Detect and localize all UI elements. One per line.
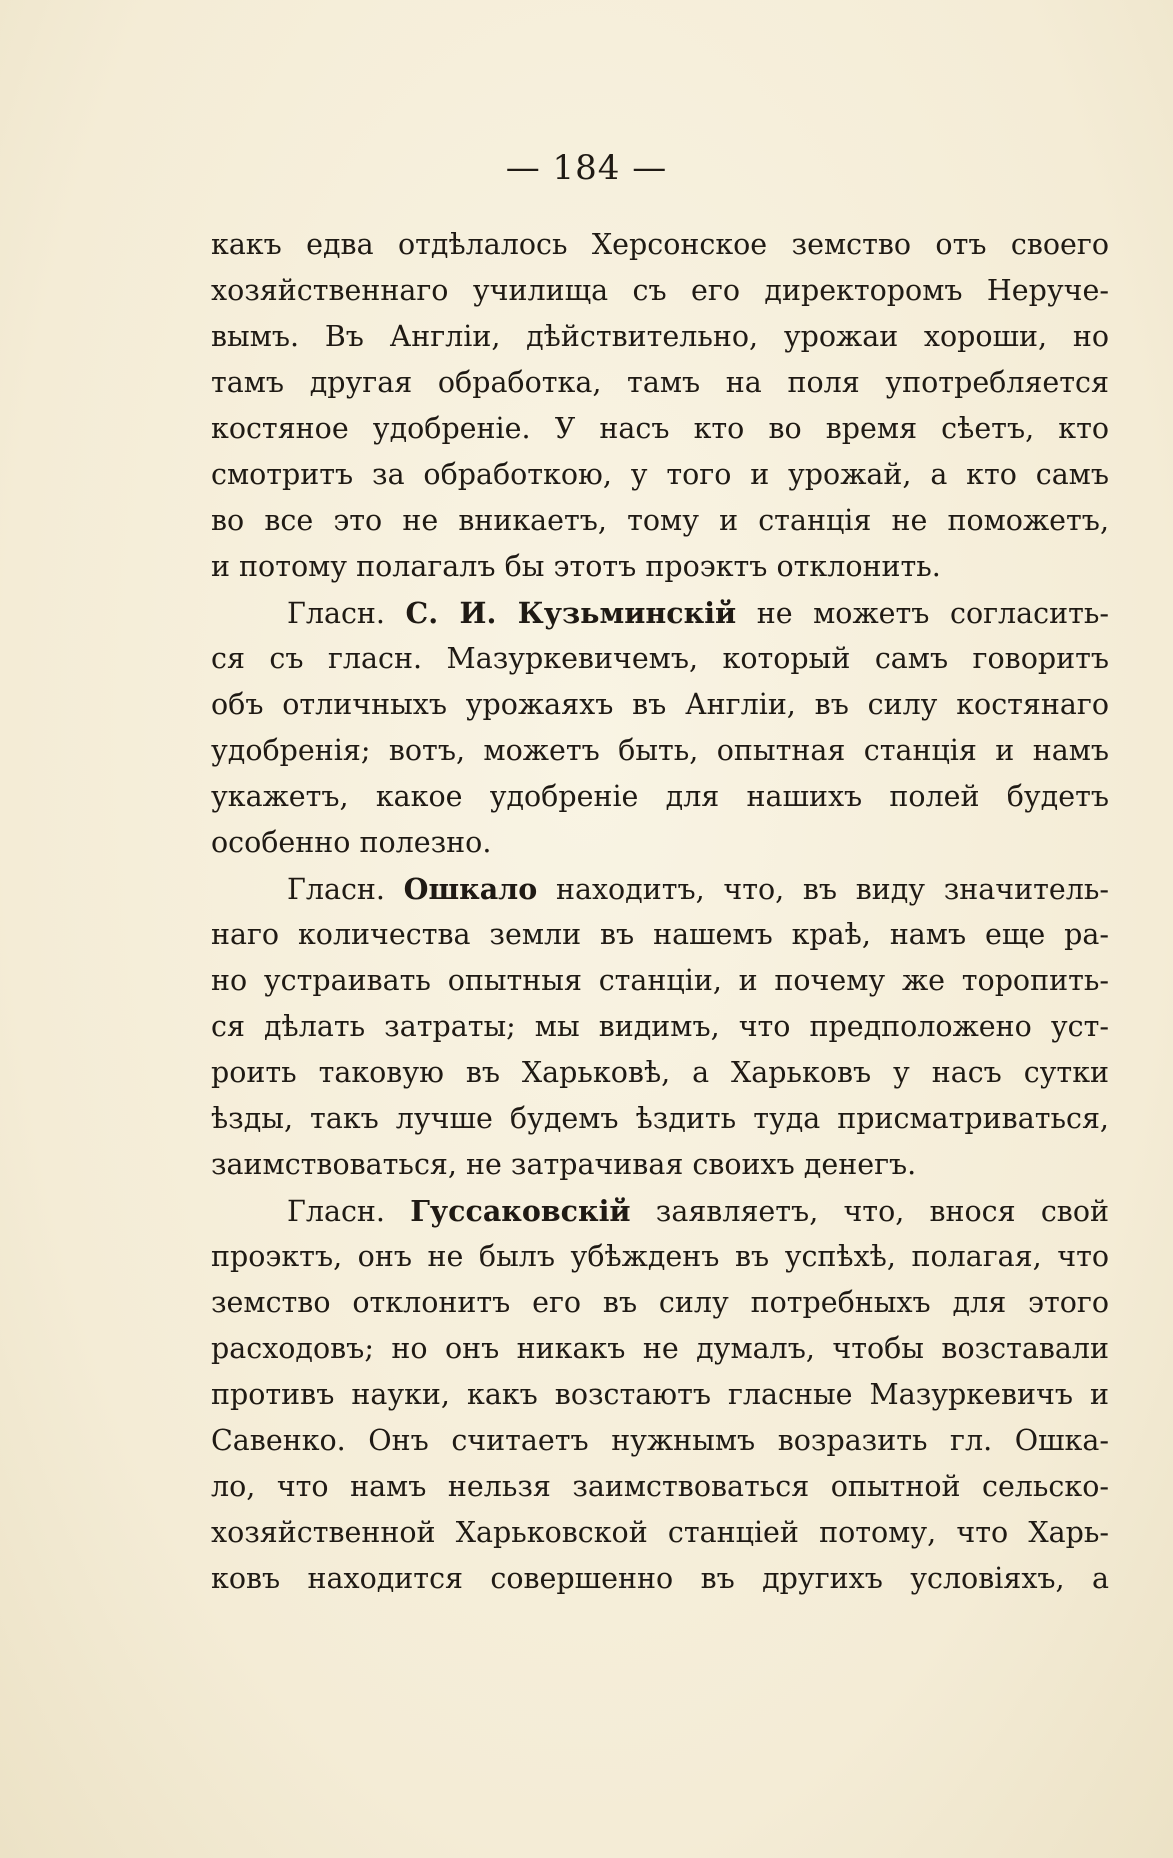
text-line: земство отклонитъ его въ силу потребныхъ для этого	[211, 1286, 1109, 1319]
text-line: ѣзды, такъ лучше будемъ ѣздить туда присматриваться,	[211, 1102, 1109, 1135]
text-line: смотритъ за обработкою, у того и урожай, а кто самъ	[211, 458, 1109, 491]
text-line: какъ едва отдѣлалось Херсонское земство отъ своего	[211, 228, 1109, 261]
text-line: ся съ гласн. Мазуркевичемъ, который самъ говоритъ	[211, 642, 1109, 675]
text-line: особенно полезно.	[211, 826, 492, 859]
text-line: ковъ находится совершенно въ другихъ условіяхъ, а	[211, 1562, 1109, 1595]
text-line: расходовъ; но онъ никакъ не думалъ, чтобы возставали	[211, 1332, 1109, 1365]
text-fragment: заявляетъ, что, внося свой	[655, 1195, 1109, 1228]
text-line: наго количества земли въ нашемъ краѣ, намъ еще ра-	[211, 918, 1109, 951]
text-line: Савенко. Онъ считаетъ нужнымъ возразить гл. Ошка-	[211, 1424, 1109, 1457]
text-line: тамъ другая обработка, тамъ на поля употребляется	[211, 366, 1109, 399]
text-line: но устраивать опытныя станціи, и почему же торопить-	[211, 964, 1109, 997]
speaker-prefix: Гласн.	[287, 597, 385, 630]
paragraph-first-line	[211, 1188, 1109, 1234]
speaker-prefix: Гласн.	[287, 1195, 385, 1228]
text-line: во все это не вникаетъ, тому и станція не поможетъ,	[211, 504, 1109, 537]
speaker-name: Гуссаковскій	[410, 1194, 631, 1228]
text-line: проэктъ, онъ не былъ убѣжденъ въ успѣхѣ, полагая, что	[211, 1240, 1109, 1273]
text-line: противъ науки, какъ возстаютъ гласные Мазуркевичъ и	[211, 1378, 1109, 1411]
text-line: объ отличныхъ урожаяхъ въ Англіи, въ силу костянаго	[211, 688, 1109, 721]
text-line: вымъ. Въ Англіи, дѣйствительно, урожаи хороши, но	[211, 320, 1109, 353]
speaker-name: Ошкало	[403, 872, 538, 906]
text-line: ло, что намъ нельзя заимствоваться опытной сельско-	[211, 1470, 1109, 1503]
text-line: ся дѣлать затраты; мы видимъ, что предположено уст-	[211, 1010, 1109, 1043]
text-line: заимствоваться, не затрачивая своихъ денегъ.	[211, 1148, 917, 1181]
text-line: укажетъ, какое удобреніе для нашихъ полей будетъ	[211, 780, 1109, 813]
speaker-name: С. И. Кузьминскій	[405, 596, 737, 630]
speaker-prefix: Гласн.	[287, 873, 385, 906]
text-line: удобренія; вотъ, можетъ быть, опытная станція и намъ	[211, 734, 1109, 767]
text-line: роить таковую въ Харьковѣ, а Харьковъ у насъ сутки	[211, 1056, 1109, 1089]
page-body	[211, 222, 1109, 1602]
text-fragment: находитъ, что, въ виду значитель-	[555, 873, 1109, 906]
text-line: хозяйственной Харьковской станціей потому, что Харь-	[211, 1516, 1109, 1549]
text-line: и потому полагалъ бы этотъ проэктъ отклонить.	[211, 550, 941, 583]
page-number: — 184 —	[505, 148, 668, 188]
text-line: хозяйственнаго училища съ его директоромъ Неруче-	[211, 274, 1109, 307]
text-line: костяное удобреніе. У насъ кто во время сѣетъ, кто	[211, 412, 1109, 445]
text-fragment: не можетъ согласить-	[756, 597, 1109, 630]
paragraph-first-line	[211, 866, 1109, 912]
paragraph-first-line	[211, 590, 1109, 636]
